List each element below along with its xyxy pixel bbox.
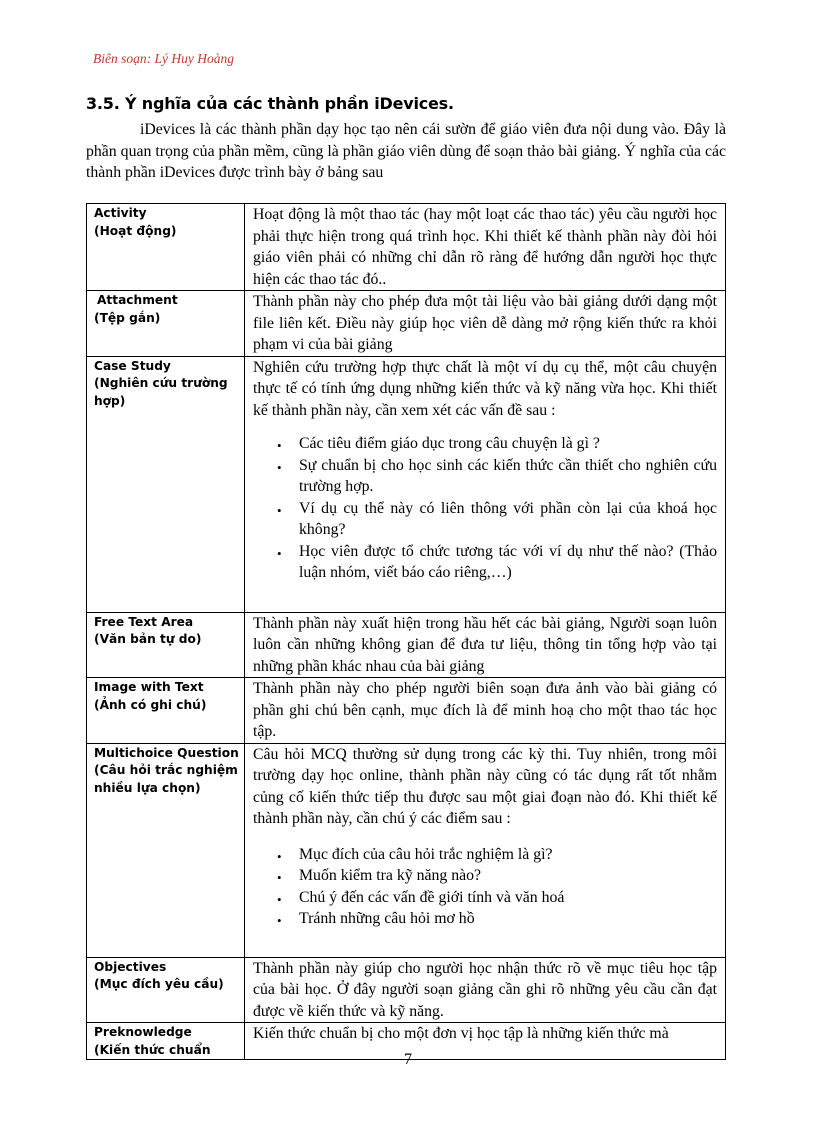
idevice-description: Thành phần này xuất hiện trong hầu hết các bài giảng, Người soạn luôn luôn cần những không gian để đưa tư liệu, thông tin tổng hợp vào tại những phần khác nhau của bài giảng xyxy=(253,614,717,675)
idevice-name: Free Text Area xyxy=(94,614,194,629)
idevice-name-vi: (Mục đích yêu cầu) xyxy=(94,977,224,991)
bullet-item: • Muốn kiểm tra kỹ năng nào? xyxy=(299,865,717,887)
idevice-name-cell xyxy=(87,612,245,678)
idevice-name: Preknowledge xyxy=(94,1025,192,1039)
idevice-description: Hoạt động là một thao tác (hay một loạt các thao tác) yêu cầu người học phải thực hiện trong quá trình học. Khi thiết kế thành phần này đòi hỏi giáo viên phải có những chỉ dẫn rõ ràng để hướng dẫn người học thực hiện các thao tác đó.. xyxy=(253,206,717,288)
bullet-item: • Chú ý đến các vấn đề giới tính và văn hoá xyxy=(299,887,717,909)
author-credit: Biên soạn: Lý Huy Hoàng xyxy=(93,51,234,66)
bullet-item: • Sự chuẩn bị cho học sinh các kiến thức cần thiết cho nghiên cứu trường hợp. xyxy=(299,455,717,498)
idevices-table xyxy=(86,203,726,1060)
intro-text: iDevices là các thành phần dạy học tạo nên cái sườn để giáo viên đưa nội dung vào. Đây là phần quan trọng của phần mềm, cũng là phần giáo viên dùng để soạn thảo bài giảng. Ý nghĩa của các thành phần iDevices được trình bày ở bảng sau xyxy=(86,121,726,181)
section-title: 3.5. Ý nghĩa của các thành phần iDevices. xyxy=(86,94,454,113)
idevice-name-vi: (Ảnh có ghi chú) xyxy=(94,697,207,712)
idevice-description: Nghiên cứu trường hợp thực chất là một ví dụ cụ thể, một câu chuyện thực tế có tính ứng dụng những kiến thức và kỹ năng vừa học. Khi thiết kế thành phần này, cần xem xét các vấn đề sau : xyxy=(253,358,717,419)
idevice-description-cell xyxy=(245,678,726,744)
idevice-row xyxy=(87,291,726,357)
idevice-name-vi: (Nghiên cứu trường hợp) xyxy=(94,376,228,408)
idevice-row xyxy=(87,678,726,744)
idevice-description-cell xyxy=(245,743,726,957)
idevice-name-cell xyxy=(87,957,245,1023)
idevice-name: Activity xyxy=(94,206,147,220)
idevice-description: Thành phần này cho phép người biên soạn đưa ảnh vào bài giảng có phần ghi chú bên cạnh, mục đích là để minh hoạ cho một thao tác học tập. xyxy=(253,680,717,740)
idevice-name: Objectives xyxy=(94,959,167,974)
idevice-description: Thành phần này giúp cho người học nhận thức rõ về mục tiêu học tập của bài học. Ở đây người soạn giảng cần ghi rõ những yêu cầu cần đạt được về kiến thức và kỹ năng. xyxy=(253,959,717,1020)
idevice-description: Câu hỏi MCQ thường sử dụng trong các kỳ thi. Tuy nhiên, trong môi trường dạy học online, thành phần này cũng có tác dụng rất tốt nhằm củng cố kiến thức tiếp thu được sau một giai đoạn nào đó. Khi thiết kế thành phần này, cần chú ý các điểm sau : xyxy=(253,745,717,827)
idevice-description-cell xyxy=(245,356,726,612)
idevice-name: Multichoice Question xyxy=(94,745,239,760)
idevice-description-cell xyxy=(245,612,726,678)
page-number: 7 xyxy=(404,1051,412,1068)
idevice-name-cell xyxy=(87,291,245,357)
idevice-name-cell xyxy=(87,356,245,612)
bullet-item: • Mục đích của câu hỏi trắc nghiệm là gì? xyxy=(299,844,717,866)
idevice-row xyxy=(87,743,726,957)
bullet-item: • Học viên được tổ chức tương tác với ví dụ như thế nào? (Thảo luận nhóm, viết báo cáo riêng,…) xyxy=(299,541,717,584)
idevice-name-vi: (Tệp gắn) xyxy=(94,310,161,325)
idevice-description: Kiến thức chuẩn bị cho một đơn vị học tập là những kiến thức mà xyxy=(253,1025,669,1042)
idevice-name-vi: (Kiến thức chuẩn xyxy=(94,1042,211,1057)
bullet-item: • Ví dụ cụ thể này có liên thông với phần còn lại của khoá học không? xyxy=(299,498,717,541)
idevice-row xyxy=(87,204,726,291)
idevice-row xyxy=(87,957,726,1023)
idevice-name: Image with Text xyxy=(94,680,204,694)
bullet-item: • Các tiêu điểm giáo dục trong câu chuyện là gì ? xyxy=(299,433,717,455)
idevice-name-vi: (Câu hỏi trắc nghiệm nhiều lựa chọn) xyxy=(94,763,238,795)
idevice-name: Case Study xyxy=(94,358,171,373)
bullet-item: • Tránh những câu hỏi mơ hồ xyxy=(299,908,717,930)
intro-paragraph xyxy=(86,119,726,184)
idevice-bullet-list xyxy=(253,433,717,612)
idevice-name-cell xyxy=(87,204,245,291)
idevice-description-cell xyxy=(245,291,726,357)
idevice-description-cell xyxy=(245,204,726,291)
idevice-name-vi: (Hoạt động) xyxy=(94,223,177,238)
idevice-description: Thành phần này cho phép đưa một tài liệu vào bài giảng dưới dạng một file liên kết. Điều này giúp học viên dễ dàng mở rộng kiến thức ra khỏi phạm vi của bài giảng xyxy=(253,293,717,353)
idevice-name-cell xyxy=(87,743,245,957)
idevice-name: Attachment xyxy=(97,293,178,307)
idevice-name-cell xyxy=(87,678,245,744)
idevice-bullet-list xyxy=(253,844,717,950)
idevice-row xyxy=(87,356,726,612)
idevice-row xyxy=(87,612,726,678)
idevice-description-cell xyxy=(245,957,726,1023)
idevice-name-vi: (Văn bản tự do) xyxy=(94,632,202,646)
